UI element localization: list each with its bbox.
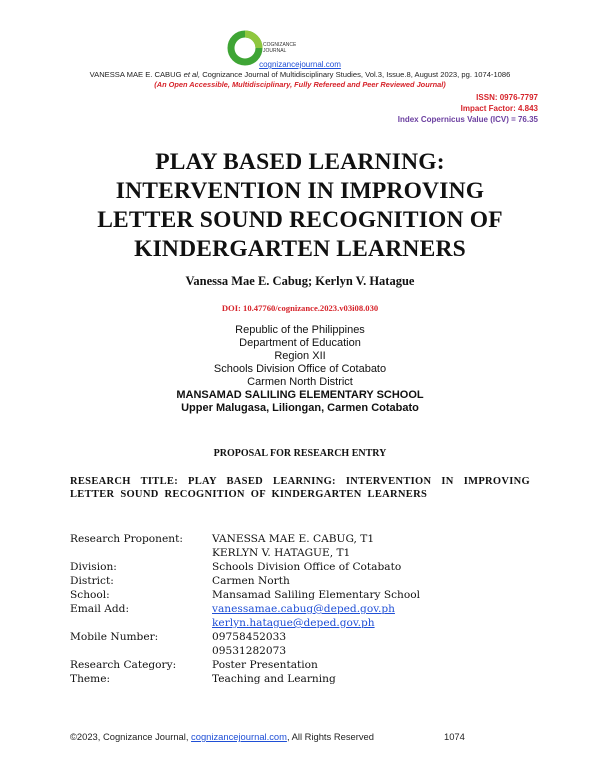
detail-row-proponent-2 (70, 546, 540, 560)
citation-rest: Cognizance Journal of Multidisciplinary Studies, Vol.3, Issue.8, August 2023, pg. 1074-1086 (200, 70, 511, 79)
proponent-value: VANESSA MAE E. CABUG, T1 (212, 533, 375, 545)
detail-row-proponent (70, 532, 540, 546)
detail-row-theme (70, 672, 540, 686)
address-block (0, 324, 600, 415)
detail-row-mobile (70, 630, 540, 644)
citation-authors: VANESSA MAE E. CABUG (89, 70, 182, 79)
email-link[interactable]: vanessamae.cabug@deped.gov.ph (212, 603, 395, 615)
research-title: RESEARCH TITLE: PLAY BASED LEARNING: INTERVENTION IN IMPROVING LETTER SOUND RECOGNITION OF KINDERGARTEN LEARNERS (70, 476, 530, 500)
detail-row-mobile-2 (70, 644, 540, 658)
icv-value: Index Copernicus Value (ICV) = 76.35 (397, 115, 538, 124)
address-region: Region XII (274, 350, 326, 362)
title-line: LETTER SOUND RECOGNITION OF (97, 207, 503, 233)
paper-authors: Vanessa Mae E. Cabug; Kerlyn V. Hatague (185, 274, 415, 288)
detail-row-district (70, 574, 540, 588)
school-value: Mansamad Saliling Elementary School (212, 589, 421, 601)
page-footer (70, 731, 374, 742)
paper-doi[interactable]: DOI: 10.47760/cognizance.2023.v03i08.030 (221, 303, 379, 313)
mobile-value: 09531282073 (212, 645, 287, 657)
title-line: KINDERGARTEN LEARNERS (134, 236, 466, 262)
detail-row-email (70, 602, 540, 616)
district-value: Carmen North (212, 575, 290, 587)
detail-row-email-2 (70, 616, 540, 630)
email-link[interactable]: kerlyn.hatague@deped.gov.ph (212, 617, 375, 629)
detail-row-division (70, 560, 540, 574)
research-details (70, 532, 540, 686)
page-number: 1074 (444, 731, 465, 742)
division-value: Schools Division Office of Cotabato (212, 561, 402, 573)
citation-line (0, 70, 600, 79)
title-line: PLAY BASED LEARNING: (155, 149, 445, 175)
school-label: School: (70, 589, 110, 601)
district-label: District: (70, 575, 114, 587)
address-department: Department of Education (239, 337, 361, 349)
theme-label: Theme: (70, 673, 111, 685)
title-line: INTERVENTION IN IMPROVING (115, 178, 485, 204)
email-label: Email Add: (70, 603, 130, 615)
division-label: Division: (70, 561, 117, 573)
proponent-value: KERLYN V. HATAGUE, T1 (212, 547, 351, 559)
theme-value: Teaching and Learning (212, 673, 336, 685)
detail-row-school (70, 588, 540, 602)
proponent-label: Research Proponent: (70, 533, 183, 545)
detail-row-category (70, 658, 540, 672)
address-division: Schools Division Office of Cotabato (213, 363, 387, 375)
issn: ISSN: 0976-7797 (476, 93, 538, 102)
mobile-value: 09758452033 (212, 631, 287, 643)
address-district: Carmen North District (247, 376, 353, 388)
address-location: Upper Malugasa, Liliongan, Carmen Cotabato (181, 402, 419, 414)
footer-site-link[interactable]: cognizancejournal.com (191, 731, 287, 742)
open-access-note: (An Open Accessible, Multidisciplinary, Fully Refereed and Peer Reviewed Journal) (154, 80, 446, 89)
logo-text-line2: JOURNAL (263, 48, 287, 54)
address-school: MANSAMAD SALILING ELEMENTARY SCHOOL (176, 389, 424, 401)
footer-copyright: ©2023, Cognizance Journal, (70, 731, 192, 742)
address-country: Republic of the Philippines (235, 324, 365, 336)
category-label: Research Category: (70, 659, 177, 671)
paper-title (0, 148, 600, 264)
impact-factor: Impact Factor: 4.843 (460, 104, 538, 113)
category-value: Poster Presentation (212, 659, 318, 671)
journal-site-link[interactable]: cognizancejournal.com (259, 60, 341, 69)
mobile-label: Mobile Number: (70, 631, 159, 643)
citation-etal: et al, (183, 70, 201, 79)
proposal-heading: PROPOSAL FOR RESEARCH ENTRY (213, 448, 387, 459)
logo-text-line1: COGNIZANCE (263, 42, 296, 48)
footer-rights: , All Rights Reserved (286, 731, 374, 742)
